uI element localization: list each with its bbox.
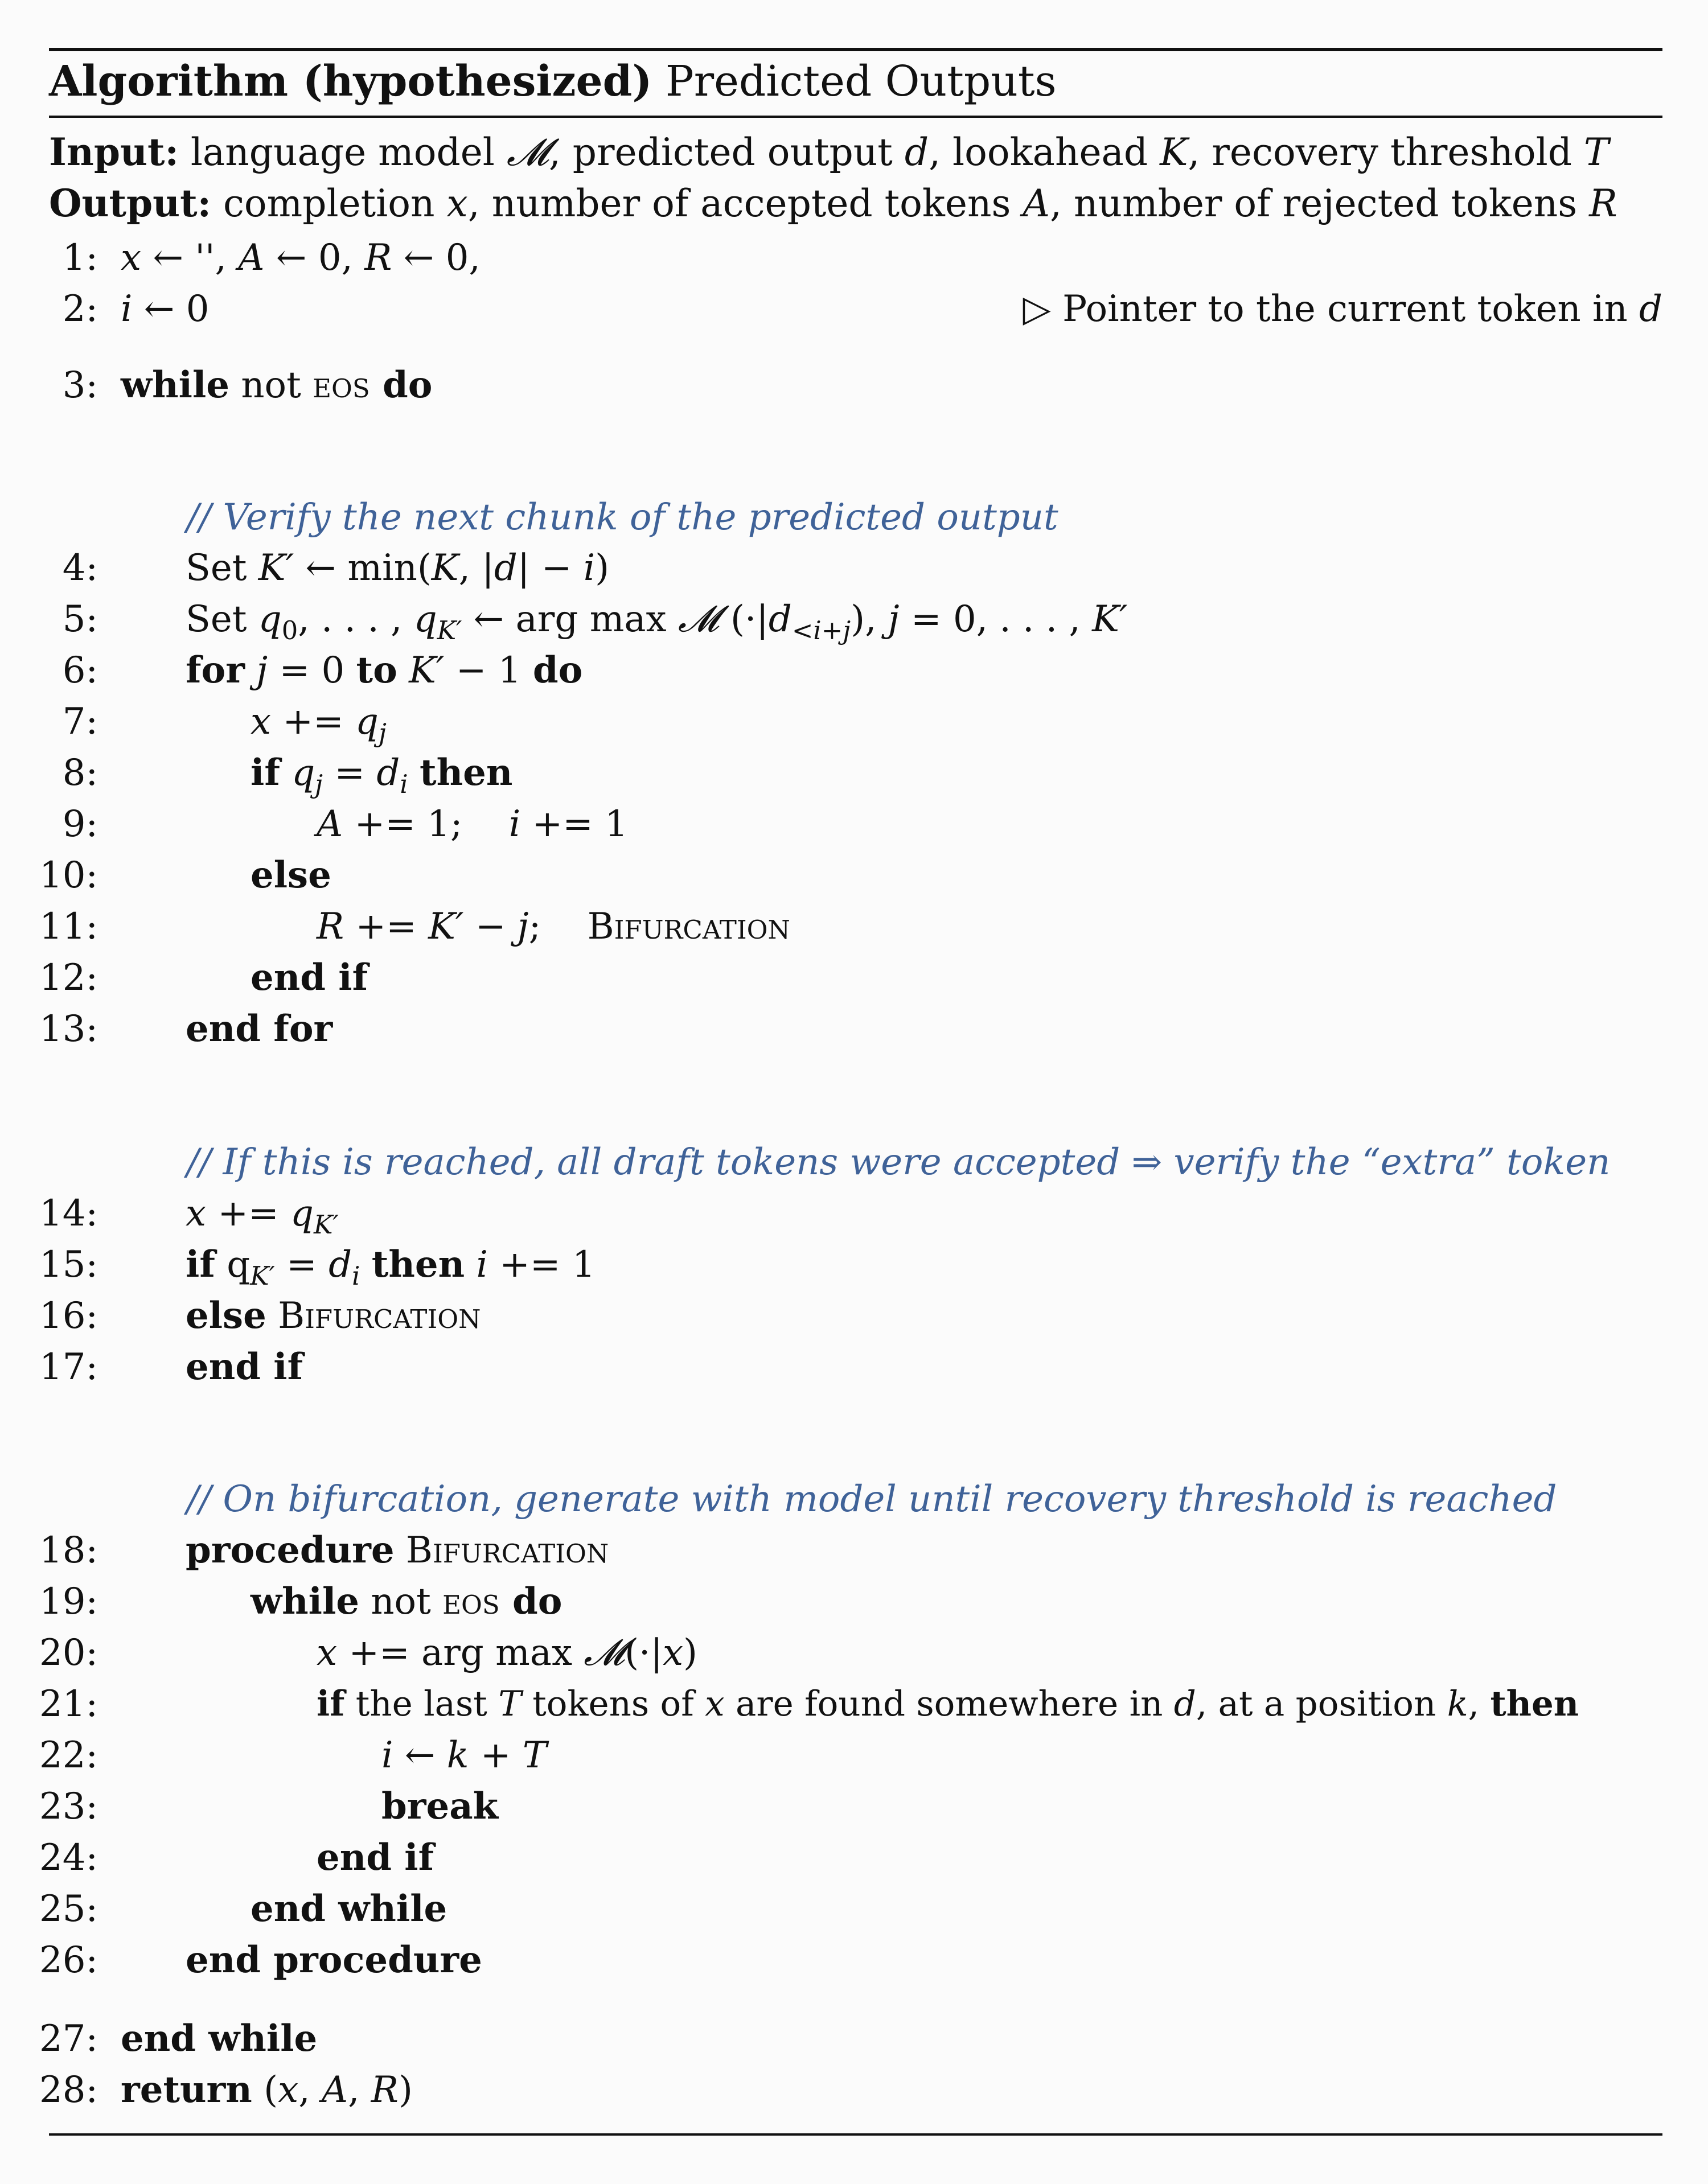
caption-title: Predicted Outputs — [665, 57, 1057, 106]
line-code: i ← k + T — [381, 1734, 547, 1776]
code-line-25 — [0, 1886, 1708, 1932]
code-line-3 — [0, 363, 1708, 408]
line-number: 27: — [39, 2018, 98, 2060]
code-line-15 — [0, 1242, 1708, 1291]
line-code: end for — [186, 1007, 333, 1050]
caption-rule — [49, 116, 1662, 118]
line-number: 12: — [39, 957, 98, 999]
line-number: 9: — [62, 803, 98, 845]
output-var-r: R — [1589, 182, 1617, 225]
output-label: Output: — [49, 181, 211, 225]
comment-bifurcation: // On bifurcation, generate with model until recovery threshold is reached — [187, 1478, 1557, 1520]
code-line-23 — [0, 1784, 1708, 1829]
input-line — [49, 129, 1609, 175]
line-number: 17: — [39, 1346, 98, 1388]
line-code: A += 1; i += 1 — [317, 803, 628, 845]
line-number: 25: — [39, 1888, 98, 1930]
output-var-x: x — [446, 182, 468, 225]
line-number: 21: — [39, 1683, 98, 1725]
top-rule — [49, 48, 1662, 51]
line-code: break — [381, 1785, 498, 1828]
code-line-24 — [0, 1835, 1708, 1881]
code-line-7 — [0, 699, 1708, 748]
input-var-k: K — [1160, 130, 1188, 174]
line-number: 7: — [62, 701, 98, 743]
input-var-d: d — [904, 130, 929, 174]
line-code: end procedure — [186, 1939, 482, 1981]
code-line-27 — [0, 2016, 1708, 2062]
input-var-t: T — [1583, 130, 1609, 174]
line-number: 15: — [39, 1244, 98, 1286]
line-code: if $q_{K'} = d_i$ then i += 1 — [186, 1243, 596, 1291]
input-label: Input: — [49, 130, 179, 174]
line-code: $x += q_{K'}$ — [186, 1192, 339, 1240]
line-number: 13: — [39, 1008, 98, 1050]
line-number: 11: — [39, 906, 98, 948]
code-line-6 — [0, 648, 1708, 693]
code-line-9 — [0, 801, 1708, 847]
line-code: x += arg max 𝓜(·|x) — [317, 1632, 697, 1674]
output-line — [49, 180, 1617, 227]
caption-label: Algorithm (hypothesized) — [49, 57, 652, 106]
code-line-22 — [0, 1733, 1708, 1778]
line-code: if the last T tokens of x are found somewhere in d, at a position k, then — [317, 1684, 1579, 1724]
line-code: else — [251, 854, 331, 896]
line-number: 6: — [62, 649, 98, 692]
input-text: , recovery threshold — [1188, 130, 1584, 174]
code-line-5 — [0, 597, 1708, 645]
line-code: while not eos do — [121, 364, 433, 406]
code-line-17 — [0, 1344, 1708, 1390]
line-code: end if — [317, 1836, 434, 1879]
line-code: else Bifurcation — [186, 1294, 481, 1337]
code-line-1 — [0, 235, 1708, 281]
code-line-8 — [0, 750, 1708, 799]
code-line-10 — [0, 853, 1708, 898]
line-number: 4: — [62, 547, 98, 589]
bottom-rule — [49, 2133, 1662, 2136]
line-number: 26: — [39, 1939, 98, 1981]
line-code: end if — [186, 1346, 303, 1388]
line-code: x ← '', A ← 0, R ← 0, — [121, 237, 481, 279]
code-line-13 — [0, 1006, 1708, 1052]
line-number: 14: — [39, 1192, 98, 1235]
pointer-comment: ▷ Pointer to the current token in d — [1023, 288, 1662, 330]
line-code: return (x, A, R) — [121, 2068, 413, 2111]
comment-verify-chunk: // Verify the next chunk of the predicted output — [187, 496, 1058, 538]
code-line-28 — [0, 2067, 1708, 2113]
line-number: 28: — [39, 2069, 98, 2111]
code-line-21 — [0, 1681, 1708, 1727]
code-line-14 — [0, 1191, 1708, 1240]
line-number: 1: — [62, 237, 98, 279]
code-line-19 — [0, 1579, 1708, 1624]
line-number: 20: — [39, 1632, 98, 1674]
line-number: 16: — [39, 1295, 98, 1337]
algorithm-caption — [49, 53, 1057, 110]
line-number: 19: — [39, 1581, 98, 1623]
line-code: procedure Bifurcation — [186, 1529, 609, 1572]
line-number: 24: — [39, 1837, 98, 1879]
code-line-12 — [0, 955, 1708, 1001]
line-number: 18: — [39, 1529, 98, 1572]
line-code: while not eos do — [251, 1580, 563, 1623]
line-code: end while — [251, 1887, 447, 1930]
code-line-4 — [0, 545, 1708, 591]
input-text: , predicted output — [548, 130, 905, 174]
line-number: 5: — [62, 598, 98, 640]
input-text: , lookahead — [929, 130, 1160, 174]
line-code: for j = 0 to K′ − 1 do — [186, 649, 583, 692]
line-number: 2: — [62, 288, 98, 330]
line-code: $x += q_j$ — [251, 701, 387, 748]
code-line-18 — [0, 1528, 1708, 1573]
code-line-20 — [0, 1630, 1708, 1676]
line-number: 10: — [39, 854, 98, 896]
output-text: , number of accepted tokens — [467, 182, 1023, 225]
line-code: end if — [251, 956, 368, 999]
output-text: , number of rejected tokens — [1050, 182, 1590, 225]
code-line-2 — [0, 286, 1708, 332]
line-code: Set K′ ← min(K, |d| − i) — [186, 547, 610, 589]
comment-extra-token: // If this is reached, all draft tokens were accepted ⇒ verify the “extra” token — [187, 1141, 1611, 1183]
output-var-a: A — [1023, 182, 1050, 225]
line-number: 22: — [39, 1734, 98, 1776]
code-line-16 — [0, 1293, 1708, 1339]
line-code: end while — [121, 2017, 318, 2060]
input-text: language model — [190, 130, 507, 174]
line-number: 3: — [62, 364, 98, 406]
line-number: 8: — [62, 752, 98, 794]
output-text: completion — [223, 182, 447, 225]
input-model-symbol: 𝓜 — [506, 130, 549, 174]
line-number: 23: — [39, 1786, 98, 1828]
line-code: if $q_j = d_i$ then — [251, 751, 513, 799]
code-line-26 — [0, 1938, 1708, 1983]
line-code: Set $q_0$, . . . , $q_{K'}$ ← arg max 𝓜 $(\cdot|d_{<i+j})$, j = 0, . . . , K′ — [186, 598, 1128, 645]
code-line-11 — [0, 904, 1708, 949]
line-code: R += K′ − j; Bifurcation — [317, 906, 790, 948]
line-code: i ← 0 — [121, 288, 210, 330]
